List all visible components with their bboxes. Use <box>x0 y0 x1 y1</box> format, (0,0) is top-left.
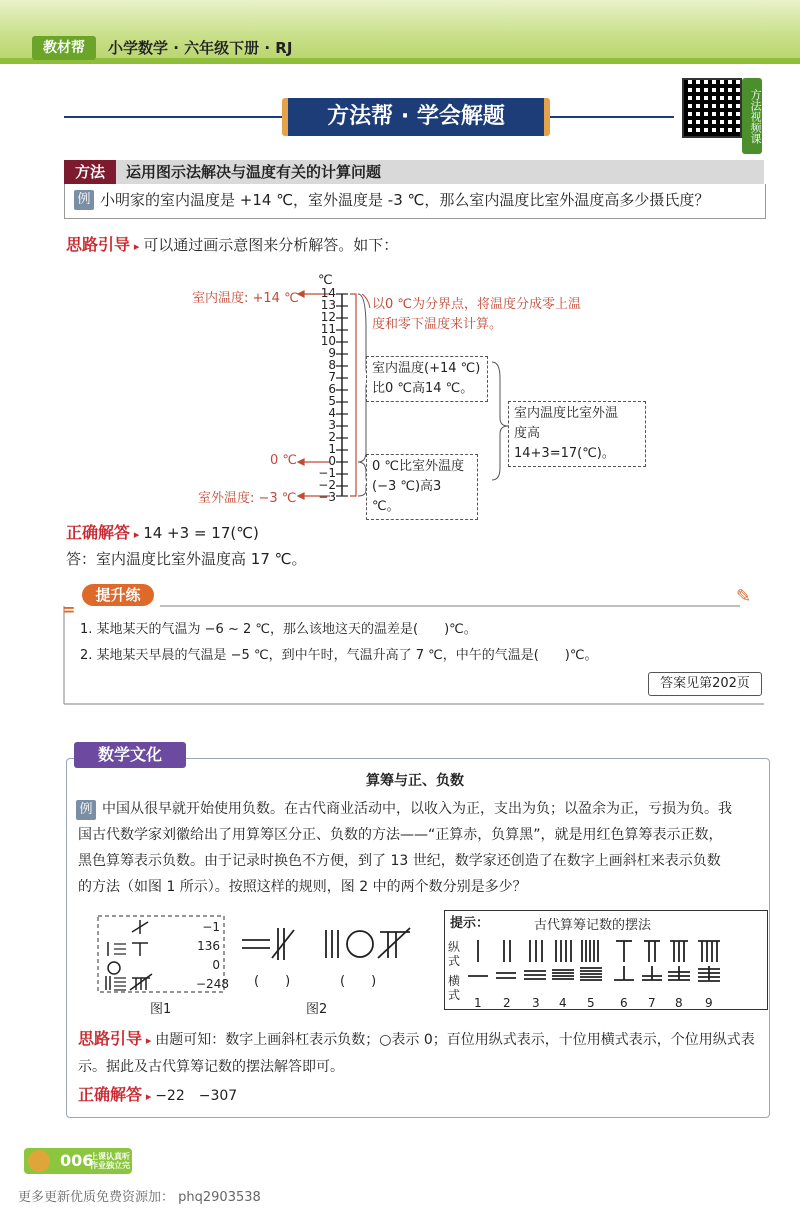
practice-tag: 提升练 <box>82 584 154 606</box>
culture-title: 算筹与正、负数 <box>366 773 464 789</box>
page-motto: 上课认真听 作业独立完 <box>90 1152 130 1170</box>
book-title: 小学数学 · 六年级下册 · RJ <box>108 39 293 57</box>
scale-bracket <box>350 294 356 496</box>
arrow-icon: ▸ <box>142 1034 156 1047</box>
unit-label: ℃ <box>318 273 333 288</box>
scale-label: 13 <box>320 298 336 312</box>
guide-line: 示。据此及古代算筹记数的摆法解答即可。 <box>78 1059 344 1075</box>
figure-2-caption: 图2 <box>306 1002 328 1017</box>
scale-label: 11 <box>320 322 336 336</box>
hint-digit: 9 <box>705 996 713 1010</box>
method-tag: 方法 <box>64 160 116 184</box>
culture-answer-label: 正确解答 <box>78 1085 143 1104</box>
video-course-tag[interactable]: 方法视频课 <box>742 78 762 154</box>
rod-numeral-chart <box>466 938 762 998</box>
culture-answer <box>78 1082 237 1110</box>
box-line: 室内温度比室外温 <box>514 406 619 421</box>
example-question: 小明家的室内温度是 +14 ℃，室外温度是 -3 ℃，那么室内温度比室外温度高多少摄氏度？ <box>100 191 710 209</box>
mascot-icon <box>28 1150 50 1172</box>
hint-title: 古代算筹记数的摆法 <box>534 918 652 933</box>
answer-statement: 答：室内温度比室外温度高 17 ℃。 <box>66 550 307 568</box>
culture-paragraph <box>78 796 762 900</box>
scale-label: 14 <box>320 286 336 300</box>
answer-reference[interactable]: 答案见第202页 <box>648 672 762 696</box>
scale-label: 9 <box>328 346 336 360</box>
fig1-value: −1 <box>202 920 220 934</box>
answer-label: 正确解答 <box>66 523 131 542</box>
scale-label: 4 <box>328 406 336 420</box>
scale-label: −3 <box>318 490 336 504</box>
pencil-icon: ✎ <box>736 586 752 607</box>
paragraph-line: 的方法（如图 1 所示）。按照这样的规则，图 2 中的两个数分别是多少？ <box>78 879 527 895</box>
scale-label: 0 <box>328 454 336 468</box>
guide-line <box>66 232 398 258</box>
scale-label: 5 <box>328 394 336 408</box>
hint-digit: 6 <box>620 996 628 1010</box>
result-explanation-box <box>508 401 646 467</box>
guide-text: 可以通过画示意图来分析解答。如下： <box>143 236 399 254</box>
note-line: 度和零下温度来计算。 <box>372 317 503 332</box>
scale-label: 3 <box>328 418 336 432</box>
qr-code[interactable] <box>682 78 742 138</box>
source-footer: 更多更新优质免费资源加： phq2903538 <box>18 1190 261 1205</box>
guide-line: 由题可知：数字上画斜杠表示负数；○表示 0；百位用纵式表示，十位用横式表示，个位用纵式表 <box>155 1032 755 1048</box>
answer-formula: 14 +3 = 17(℃) <box>143 524 259 542</box>
hint-digit: 7 <box>648 996 656 1010</box>
practice-marker: = <box>62 600 76 619</box>
indoor-temp-label: 室内温度: +14 ℃ <box>192 291 299 306</box>
figure-1-caption: 图1 <box>150 1002 172 1017</box>
hint-digit: 1 <box>474 996 482 1010</box>
hint-digit: 5 <box>587 996 595 1010</box>
example-icon: 例 <box>74 190 94 210</box>
brand-tag: 教材帮 <box>32 36 96 60</box>
scale-label: 2 <box>328 430 336 444</box>
outdoor-temp-label: 室外温度: −3 ℃ <box>198 491 297 506</box>
scale-label: 8 <box>328 358 336 372</box>
figure-1-values <box>196 918 229 994</box>
zero-temp-label: 0 ℃ <box>270 453 298 468</box>
scale-label: 12 <box>320 310 336 324</box>
boundary-note <box>372 295 581 335</box>
scale-label: 1 <box>328 442 336 456</box>
paragraph-line: 黑色算筹表示负数。由于记录时换色不方便，到了 13 世纪，数学家还创造了在数字上画斜杠来表示负数 <box>78 853 721 869</box>
note-line: 以0 ℃为分界点，将温度分成零上温 <box>372 297 582 312</box>
box-line: 室内温度(+14 ℃) <box>372 361 481 376</box>
arrow-icon: ▸ <box>130 528 144 541</box>
banner-rule-right <box>538 116 674 118</box>
box-line: 比0 ℃高14 ℃。 <box>372 381 474 396</box>
figure-2 <box>238 924 418 964</box>
scale-label: 6 <box>328 382 336 396</box>
page-number: 006 <box>60 1151 94 1170</box>
culture-guide-label: 思路引导 <box>78 1029 143 1048</box>
fig1-value: 136 <box>197 939 220 953</box>
practice-q1: 1. 某地某天的气温为 −6 ~ 2 ℃，那么该地这天的温差是( )℃。 <box>80 622 477 637</box>
box-line: 度高14+3=17(℃)。 <box>514 426 615 461</box>
hint-digit: 4 <box>559 996 567 1010</box>
vertical-form-label: 纵式 <box>448 940 461 968</box>
upper-explanation-box <box>366 356 488 402</box>
box-line: (−3 ℃)高3 ℃。 <box>372 479 442 514</box>
paragraph-line: 中国从很早就开始使用负数。在古代商业活动中，以收入为正，支出为负；以盈余为正，亏损为负。我 <box>102 801 732 817</box>
scale-label: −1 <box>318 466 336 480</box>
example-icon: 例 <box>76 800 96 820</box>
hint-label: 提示： <box>450 916 490 931</box>
paragraph-line: 国古代数学家刘徽给出了用算筹区分正、负数的方法——“正算赤，负算黑”，就是用红色算筹表示正数， <box>78 827 723 843</box>
guide-label: 思路引导 <box>66 235 131 254</box>
right-brace <box>492 362 508 480</box>
answer-line <box>66 520 259 546</box>
method-title: 运用图示法解决与温度有关的计算问题 <box>126 163 382 181</box>
hint-digit: 3 <box>532 996 540 1010</box>
section-banner: 方法帮 · 学会解题 <box>282 98 550 136</box>
scale-label: 10 <box>320 334 336 348</box>
horizontal-form-label: 横式 <box>448 974 461 1002</box>
culture-tag: 数学文化 <box>74 742 186 768</box>
fig1-value: 0 <box>212 958 220 972</box>
hint-digit: 8 <box>675 996 683 1010</box>
arrow-icon: ▸ <box>130 240 144 253</box>
figure-2-blank[interactable]: ( ) <box>340 974 377 989</box>
banner-rule-left <box>64 116 282 118</box>
figure-2-blank[interactable]: ( ) <box>254 974 291 989</box>
hint-digit: 2 <box>503 996 511 1010</box>
box-line: 0 ℃比室外温度 <box>372 459 465 474</box>
practice-q2: 2. 某地某天早晨的气温是 −5 ℃，到中午时，气温升高了 7 ℃，中午的气温是( )℃。 <box>80 648 598 663</box>
culture-answer-values: −22 −307 <box>155 1088 238 1104</box>
scale-label: 7 <box>328 370 336 384</box>
scale-label: −2 <box>318 478 336 492</box>
fig1-value: −248 <box>196 977 229 991</box>
arrow-icon: ▸ <box>142 1090 156 1103</box>
culture-guide <box>78 1026 764 1080</box>
lower-explanation-box <box>366 454 478 520</box>
